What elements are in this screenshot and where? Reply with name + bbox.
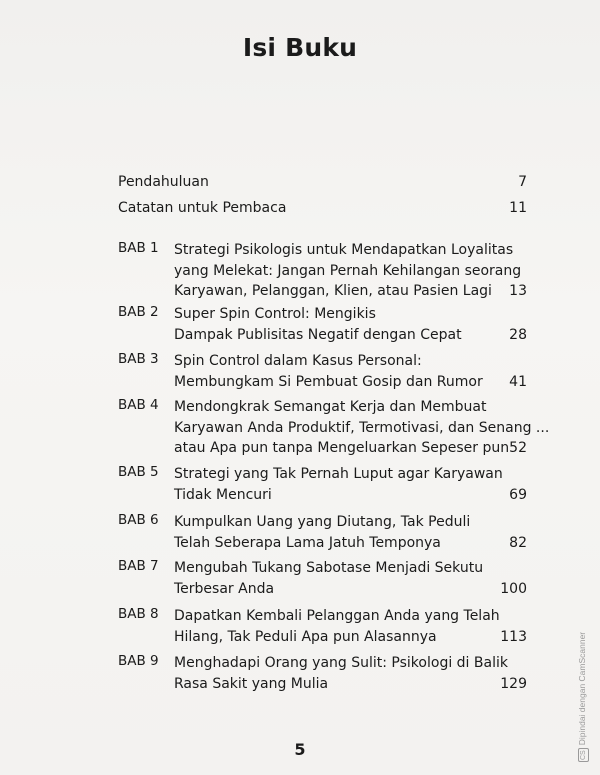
toc-page-number: 69 xyxy=(509,486,527,503)
toc-entry-title-line: Karyawan, Pelanggan, Klien, atau Pasien Lagi xyxy=(174,283,492,299)
toc-page-number: 52 xyxy=(509,440,527,456)
toc-page-number: 129 xyxy=(500,675,527,692)
toc-page-number: 82 xyxy=(509,534,527,551)
toc-entry-title-line: Mendongkrak Semangat Kerja dan Membuat xyxy=(174,399,487,415)
chapter-label: BAB 6 xyxy=(118,512,159,528)
toc-page-number: 7 xyxy=(518,174,527,190)
toc-entry-title-line: Dampak Publisitas Negatif dengan Cepat xyxy=(174,326,462,343)
toc-entry-title-line: Pendahuluan xyxy=(118,174,209,190)
toc-entry-title-line: Hilang, Tak Peduli Apa pun Alasannya xyxy=(174,628,437,645)
toc-page-number: 113 xyxy=(500,628,527,645)
toc-entry-title-line: Strategi yang Tak Pernah Luput agar Karyawan xyxy=(174,466,503,482)
toc-entry-title-line: Karyawan Anda Produktif, Termotivasi, dan Senang ... xyxy=(174,419,550,436)
toc-entry-title-line: Membungkam Si Pembuat Gosip dan Rumor xyxy=(174,373,483,390)
toc-entry-title-line: Tidak Mencuri xyxy=(174,486,272,503)
toc-page-number: 11 xyxy=(509,200,527,216)
chapter-label: BAB 7 xyxy=(118,558,159,574)
toc-entry-title-line: Spin Control dalam Kasus Personal: xyxy=(174,353,422,369)
toc-entry-title-line: Terbesar Anda xyxy=(174,580,275,597)
toc-entry-title-line: Super Spin Control: Mengikis xyxy=(174,306,376,322)
toc-entry-title-line: Catatan untuk Pembaca xyxy=(118,200,287,216)
toc-entry-title-line: yang Melekat: Jangan Pernah Kehilangan seorang xyxy=(174,262,522,279)
chapter-label: BAB 2 xyxy=(118,304,159,320)
toc-entry-title-line: Dapatkan Kembali Pelanggan Anda yang Telah xyxy=(174,608,500,624)
chapter-label: BAB 1 xyxy=(118,240,159,256)
toc-entry-title-line: Kumpulkan Uang yang Diutang, Tak Peduli xyxy=(174,514,471,530)
chapter-label: BAB 8 xyxy=(118,606,159,622)
toc-page-number: 100 xyxy=(500,580,527,597)
watermark-text: Dipindai dengan CamScanner xyxy=(577,631,587,746)
toc-entry-title-line: Rasa Sakit yang Mulia xyxy=(174,675,329,692)
toc-page-number: 13 xyxy=(509,283,527,299)
toc-entry-title-line: Strategi Psikologis untuk Mendapatkan Loyalitas xyxy=(174,242,514,258)
toc-entry-title-line: atau Apa pun tanpa Mengeluarkan Sepeser pun xyxy=(174,440,510,456)
chapter-label: BAB 3 xyxy=(118,351,159,367)
camscanner-logo-icon: CS xyxy=(580,750,587,760)
page-number-folio: 5 xyxy=(294,740,306,759)
scanner-watermark xyxy=(577,632,589,762)
chapter-label: BAB 9 xyxy=(118,653,159,669)
page-title: Isi Buku xyxy=(242,33,358,62)
toc-page-number: 28 xyxy=(509,326,527,343)
toc-page-number: 41 xyxy=(509,373,527,390)
toc-entry-title-line: Mengubah Tukang Sabotase Menjadi Sekutu xyxy=(174,560,484,576)
toc-entry-title-line: Menghadapi Orang yang Sulit: Psikologi di Balik xyxy=(174,655,508,671)
chapter-label: BAB 4 xyxy=(118,397,159,413)
toc-entry-title-line: Telah Seberapa Lama Jatuh Temponya xyxy=(174,534,441,551)
chapter-label: BAB 5 xyxy=(118,464,159,480)
